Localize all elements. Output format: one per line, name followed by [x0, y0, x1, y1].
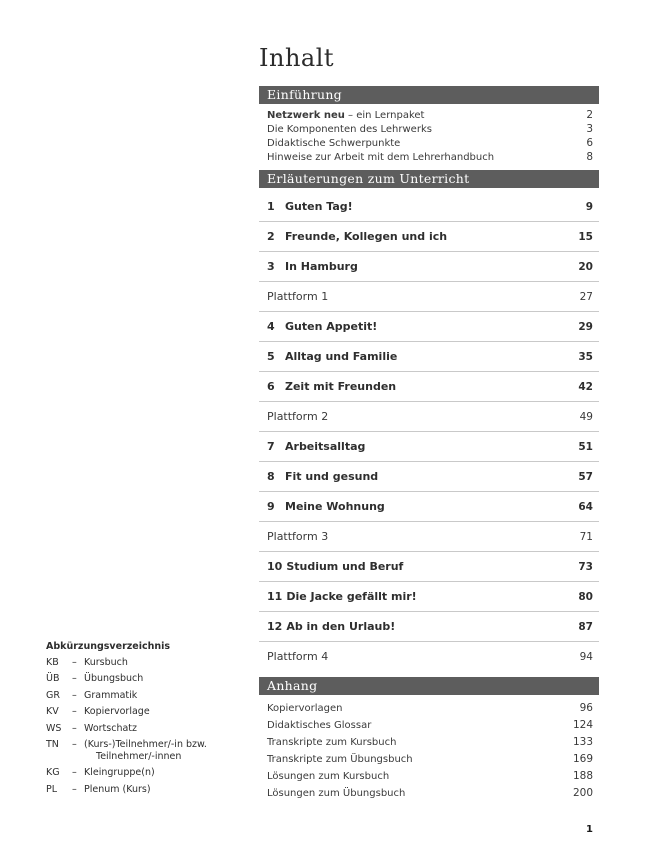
- toc-entry[interactable]: [259, 784, 599, 801]
- toc-chapter-row[interactable]: [259, 491, 599, 521]
- section-header-einfuehrung: Einführung: [259, 86, 599, 104]
- toc-chapter-page: 57: [578, 471, 593, 483]
- abbreviation-key: PL: [46, 783, 58, 795]
- toc-chapter-number: 9: [267, 500, 275, 513]
- abbreviation-dash: –: [72, 706, 77, 718]
- toc-chapter-label: [267, 350, 397, 363]
- toc-plattform-row[interactable]: [259, 281, 599, 311]
- toc-chapter-page: 35: [578, 351, 593, 363]
- abbreviation-item: [46, 767, 246, 779]
- toc-chapter-title: Alltag und Familie: [285, 350, 398, 363]
- toc-entry[interactable]: [259, 733, 599, 750]
- toc-chapter-row[interactable]: [259, 551, 599, 581]
- abbreviation-key: KV: [46, 706, 59, 718]
- toc-chapter-row[interactable]: [259, 221, 599, 251]
- toc-chapter-page: 80: [578, 591, 593, 603]
- toc-chapter-label: [267, 620, 395, 633]
- toc-entry-label: Die Komponenten des Lehrwerks: [267, 124, 432, 135]
- toc-entry[interactable]: [259, 716, 599, 733]
- abbreviation-key: KB: [46, 657, 59, 668]
- toc-entry-page: 200: [572, 786, 593, 799]
- page-title: Inhalt: [259, 44, 335, 72]
- toc-entry[interactable]: [259, 108, 599, 122]
- toc-chapter-row[interactable]: [259, 192, 599, 221]
- toc-entry-label: Transkripte zum Kursbuch: [267, 736, 397, 748]
- toc-entry-page: 3: [586, 123, 593, 135]
- toc-chapter-number: 5: [267, 350, 275, 363]
- toc-plattform-page: 49: [579, 411, 593, 423]
- toc-chapter-number: 8: [267, 470, 275, 483]
- toc-plattform-label: Plattform 2: [267, 410, 329, 423]
- toc-plattform-row[interactable]: [259, 521, 599, 551]
- toc-chapter-number: 3: [267, 260, 275, 273]
- toc-chapter-label: [267, 380, 396, 393]
- toc-entry[interactable]: [259, 767, 599, 784]
- toc-entry-label: Hinweise zur Arbeit mit dem Lehrerhandbuch: [267, 152, 495, 163]
- toc-chapter-page: 51: [578, 441, 593, 453]
- toc-chapter-page: 9: [585, 201, 593, 213]
- toc-entry-page: 8: [586, 151, 593, 163]
- toc-chapter-title: Guten Tag!: [285, 200, 353, 213]
- toc-entry-page: 169: [572, 752, 593, 765]
- toc-chapter-label: [267, 230, 447, 243]
- toc-chapter-label: [267, 470, 378, 483]
- abbreviation-item: [46, 673, 246, 685]
- toc-plattform-row[interactable]: [259, 401, 599, 431]
- toc-chapter-row[interactable]: [259, 461, 599, 491]
- toc-chapter-title: Ab in den Urlaub!: [286, 620, 396, 633]
- toc-entry-page: 96: [579, 701, 593, 714]
- toc-plattform-label: Plattform 3: [267, 530, 329, 543]
- abbreviation-value: Kopiervorlage: [84, 706, 150, 718]
- toc-chapter-row[interactable]: [259, 251, 599, 281]
- toc-entry-label-bold: Netzwerk neu: [267, 110, 345, 121]
- abbreviation-value-line1: (Kurs-)Teilnehmer/-in bzw.: [84, 738, 207, 750]
- toc-chapter-title: Zeit mit Freunden: [285, 380, 397, 393]
- toc-chapter-title: Arbeitsalltag: [285, 440, 366, 453]
- toc-chapter-number: 1: [267, 200, 275, 213]
- toc-plattform-page: 94: [579, 651, 593, 663]
- toc-chapter-title: Fit und gesund: [285, 470, 379, 483]
- toc-entry[interactable]: [259, 750, 599, 767]
- abbreviation-key: KG: [46, 767, 60, 779]
- toc-chapter-title: Guten Appetit!: [285, 320, 378, 333]
- abbreviation-dash: –: [72, 673, 77, 685]
- toc-entry-label: Lösungen zum Kursbuch: [267, 770, 390, 782]
- toc-chapter-title: Freunde, Kollegen und ich: [285, 230, 448, 243]
- toc-chapter-row[interactable]: [259, 371, 599, 401]
- toc-entry[interactable]: [259, 699, 599, 716]
- abbreviation-value: [84, 739, 246, 763]
- section-header-erlaeuterungen: Erläuterungen zum Unterricht: [259, 170, 599, 188]
- toc-entry[interactable]: [259, 136, 599, 150]
- toc-entry-page: 2: [586, 109, 593, 121]
- toc-plattform-label: Plattform 4: [267, 650, 329, 663]
- toc-chapter-row[interactable]: [259, 431, 599, 461]
- toc-chapter-page: 29: [578, 321, 593, 333]
- abbreviation-dash: –: [72, 783, 77, 795]
- abbreviation-key: TN: [46, 738, 59, 750]
- toc-chapter-page: 20: [578, 261, 593, 273]
- page-number: 1: [586, 824, 593, 835]
- toc-chapter-number: 11: [267, 590, 283, 603]
- toc-plattform-page: 71: [579, 531, 593, 543]
- toc-chapter-title: Studium und Beruf: [286, 560, 404, 573]
- toc-plattform-page: 27: [579, 291, 593, 303]
- toc-chapter-label: [267, 260, 358, 273]
- abbreviation-item: [46, 690, 246, 702]
- toc-chapter-page: 42: [578, 381, 593, 393]
- toc-chapter-row[interactable]: [259, 311, 599, 341]
- toc-chapter-label: [267, 590, 417, 603]
- toc-chapter-label: [267, 320, 377, 333]
- toc-entry-page: 124: [572, 718, 593, 731]
- abbreviation-value: Plenum (Kurs): [84, 783, 151, 795]
- abbreviation-item: [46, 784, 246, 796]
- section-header-anhang: Anhang: [259, 677, 599, 695]
- toc-entry[interactable]: [259, 122, 599, 136]
- toc-chapter-number: 2: [267, 230, 275, 243]
- toc-entry-label: [267, 110, 424, 121]
- toc-plattform-row[interactable]: [259, 641, 599, 671]
- abbreviation-list-title: Abkürzungsverzeichnis: [46, 641, 171, 652]
- toc-chapter-label: [267, 200, 353, 213]
- abbreviation-key: GR: [46, 689, 60, 701]
- toc-chapter-number: 4: [267, 320, 275, 333]
- abbreviation-dash: –: [72, 767, 77, 779]
- toc-entry-label: Didaktische Schwerpunkte: [267, 138, 401, 149]
- toc-entry-label: Transkripte zum Übungsbuch: [267, 753, 413, 765]
- abbreviation-item: [46, 706, 246, 718]
- abbreviation-value-line2: Teilnehmer/-innen: [96, 750, 182, 762]
- abbreviation-dash: –: [72, 689, 77, 701]
- toc-chapter-label: [267, 440, 365, 453]
- abbreviation-value: Grammatik: [84, 689, 138, 701]
- abbreviation-key: WS: [46, 722, 62, 734]
- table-of-contents: [259, 86, 599, 801]
- toc-chapter-page: 64: [578, 501, 593, 513]
- toc-chapter-page: 87: [578, 621, 593, 633]
- toc-entry-label-rest: – ein Lernpaket: [344, 110, 425, 121]
- toc-chapter-title: Die Jacke gefällt mir!: [286, 590, 417, 603]
- toc-chapter-number: 12: [267, 620, 283, 633]
- toc-chapter-row[interactable]: [259, 341, 599, 371]
- abbreviation-value: Übungsbuch: [84, 673, 144, 685]
- abbreviation-item: [46, 723, 246, 735]
- abbreviation-item: [46, 657, 246, 669]
- toc-chapter-row[interactable]: [259, 581, 599, 611]
- toc-entry-label: Kopiervorlagen: [267, 702, 343, 714]
- abbreviation-key: ÜB: [46, 673, 60, 685]
- abbreviation-dash: –: [72, 657, 77, 668]
- toc-chapter-title: Meine Wohnung: [285, 500, 385, 513]
- abbreviation-list: [46, 641, 246, 800]
- abbreviation-item: [46, 739, 246, 763]
- abbreviation-value: Wortschatz: [84, 722, 138, 734]
- abbreviation-dash: –: [72, 722, 77, 734]
- toc-chapter-label: [267, 500, 385, 513]
- toc-entry-label: Didaktisches Glossar: [267, 719, 372, 731]
- toc-chapter-page: 73: [578, 561, 593, 573]
- toc-entry-page: 6: [586, 137, 593, 149]
- toc-chapter-page: 15: [578, 231, 593, 243]
- toc-entry-page: 133: [572, 735, 593, 748]
- toc-chapter-number: 6: [267, 380, 275, 393]
- abbreviation-value: Kleingruppe(n): [84, 767, 155, 779]
- toc-plattform-label: Plattform 1: [267, 290, 329, 303]
- abbreviation-dash: –: [72, 738, 77, 750]
- abbreviation-value: Kursbuch: [84, 657, 128, 668]
- toc-entry[interactable]: [259, 150, 599, 164]
- toc-chapter-number: 7: [267, 440, 275, 453]
- toc-chapter-label: [267, 560, 403, 573]
- toc-chapter-title: In Hamburg: [285, 260, 358, 273]
- toc-chapter-number: 10: [267, 560, 283, 573]
- toc-chapter-row[interactable]: [259, 611, 599, 641]
- toc-entry-label: Lösungen zum Übungsbuch: [267, 787, 406, 799]
- toc-entry-page: 188: [572, 769, 593, 782]
